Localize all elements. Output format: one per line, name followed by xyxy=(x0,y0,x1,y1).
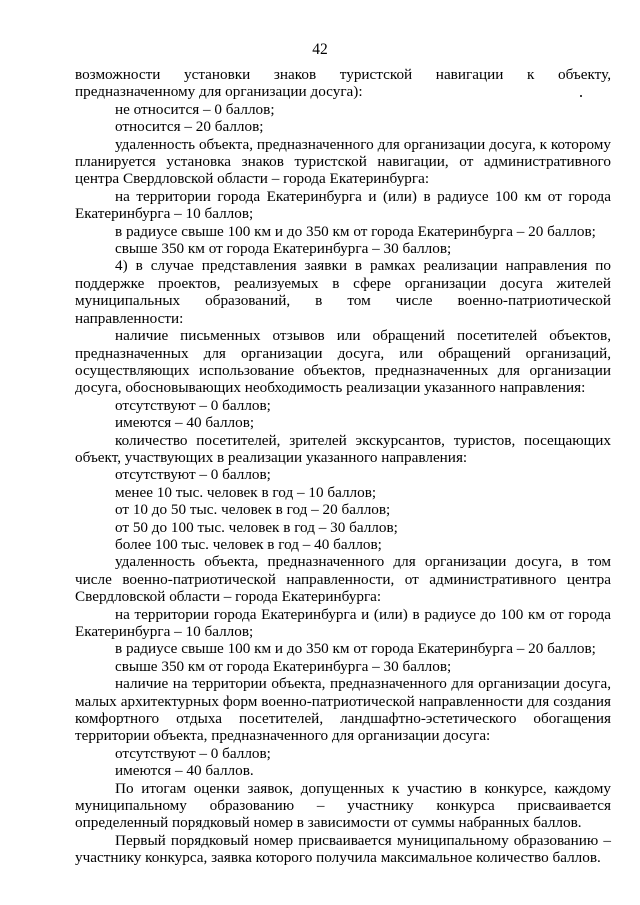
paragraph: возможности установки знаков туристской навигации к объекту, предназначенному для организации досуга): xyxy=(75,66,611,101)
paragraph: в радиусе свыше 100 км и до 350 км от города Екатеринбурга – 20 баллов; xyxy=(115,222,596,240)
paragraph: относится – 20 баллов; xyxy=(115,118,264,136)
paragraph: не относится – 0 баллов; xyxy=(115,100,275,118)
paragraph: наличие на территории объекта, предназначенного для организации досуга, малых архитектурных форм военно-патриотической направленности для создания комфортного отдыха посетителей, ландшафтно-эстетического обогащения территории объекта, предназначенного для организации досуга: xyxy=(75,675,611,745)
paragraph: По итогам оценки заявок, допущенных к участию в конкурсе, каждому муниципальному образованию – участнику конкурса присваивается определенный порядковый номер в зависимости от суммы набранных баллов. xyxy=(75,779,611,832)
paragraph: удаленность объекта, предназначенного для организации досуга, в том числе военно-патриотической направленности, от административного центра Свердловской области – города Екатеринбурга: xyxy=(75,553,611,606)
paragraph: Первый порядковый номер присваивается муниципальному образованию – участнику конкурса, заявка которого получила максимальное количество баллов. xyxy=(75,831,611,867)
paragraph: более 100 тыс. человек в год – 40 баллов; xyxy=(115,535,382,553)
paragraph: свыше 350 км от города Екатеринбурга – 30 баллов; xyxy=(115,657,452,675)
paragraph: наличие письменных отзывов или обращений посетителей объектов, предназначенных для организации досуга, или обращений организаций, осуществляющих использование объектов, предназначенных для организации досуга, обосновывающих необходимость реализации указанного направления: xyxy=(75,327,611,397)
paragraph: от 10 до 50 тыс. человек в год – 20 баллов; xyxy=(115,501,391,519)
paragraph: имеются – 40 баллов; xyxy=(115,414,255,432)
document-body xyxy=(75,66,611,867)
paragraph: от 50 до 100 тыс. человек в год – 30 баллов; xyxy=(115,518,398,536)
paragraph: 4) в случае представления заявки в рамках реализации направления по поддержке проектов, реализуемых в сфере организации досуга жителей муниципальных образований, в том числе военно-патриотической направленности: xyxy=(75,257,611,327)
paragraph: удаленность объекта, предназначенного для организации досуга, к которому планируется установка знаков туристской навигации, от административного центра Свердловской области – города Екатеринбурга: xyxy=(75,135,611,188)
paragraph: на территории города Екатеринбурга и (или) в радиусе до 100 км от города Екатеринбурга – 10 баллов; xyxy=(75,605,611,640)
paragraph: отсутствуют – 0 баллов; xyxy=(115,396,271,414)
paragraph: количество посетителей, зрителей экскурсантов, туристов, посещающих объект, участвующих в реализации указанного направления: xyxy=(75,431,611,466)
paragraph: менее 10 тыс. человек в год – 10 баллов; xyxy=(115,483,377,501)
paragraph: свыше 350 км от города Екатеринбурга – 30 баллов; xyxy=(115,240,452,258)
paragraph: отсутствуют – 0 баллов; xyxy=(115,744,271,762)
paragraph: имеются – 40 баллов. xyxy=(115,762,254,780)
paragraph: отсутствуют – 0 баллов; xyxy=(115,466,271,484)
paragraph: на территории города Екатеринбурга и (или) в радиусе 100 км от города Екатеринбурга – 10 баллов; xyxy=(75,187,611,223)
page-number: 42 xyxy=(312,41,328,58)
paragraph: в радиусе свыше 100 км и до 350 км от города Екатеринбурга – 20 баллов; xyxy=(115,640,596,658)
